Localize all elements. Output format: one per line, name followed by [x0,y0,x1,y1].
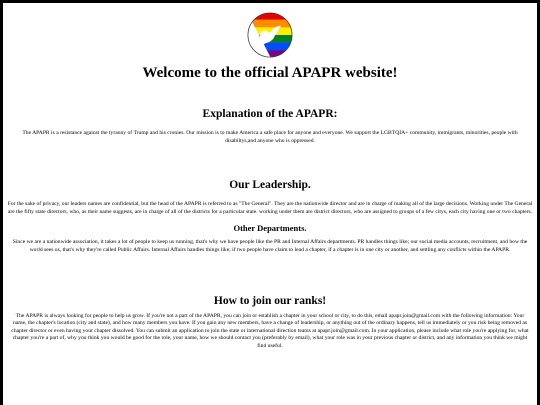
explanation-text: The APAPR is a resistance against the tyranny of Trump and his cronies. Our mission is to make America a safe place for anyone and everyone. We support the LGBTQIA+ community, immigrants, minorities, people with disabiltys,and anyone who is oppressed. [22,130,518,144]
leadership-text: For the sake of privacy, our leaders names are confidential, but the head of the APAPR is referred to as "The General". They are the nationwide director and are in charge of making all of the large decisions. Working under The General are the fifty state directors, who, as their name suggests, are in charge of all of the districts for a particular state. working under them are district directors, who are assigned to groups of a few citys, each city having one or two chapters. [7,201,533,215]
departments-text: Since we are a nationwide association, it takes a lot of people to keep us running, that's why we have people like the PR and Internal Affairs departments. PR handles things like; our social media accounts, recruitment, and how the world sees us, that's why they're called Public Affairs. Internal Affairs handles things like; if two people have claim to lead a chapter, if a chapter is in one city or another, and settling any conflicts within the APAPR. [12,239,528,253]
page-title: Welcome to the official APAPR website! [142,65,398,81]
departments-heading: Other Departments. [233,223,307,234]
explanation-heading: Explanation of the APAPR: [202,108,338,120]
rainbow-dove-logo-icon [247,12,293,58]
leadership-heading: Our Leadership. [229,179,311,192]
join-text: The APAPR is always looking for people to help us grow. If you're not a part of the APAPR, you can join or establish a chapter in your school or city, to do this, email apapr.join@gmail.com with the following information: Your name, the chapter's location (city and state), and how many members you have. If you gain any new members, have a change of leadership, or anything out of the ordinary happens, tell us immediately or you risk being removed as chapter director or even having your chapter dissolved. You can submit an application to join the state or international direction teams at apapr.join@gmail.com. In your application, please include what role you're applying for, what chapter you're a part of, why you think you would be good for the role, your name, how we should contact you (preferably by email), what your role was in your previous chapter or district, and any information you think we might find useful. [11,312,529,349]
join-heading: How to join our ranks! [213,294,327,307]
main-content [6,12,534,351]
